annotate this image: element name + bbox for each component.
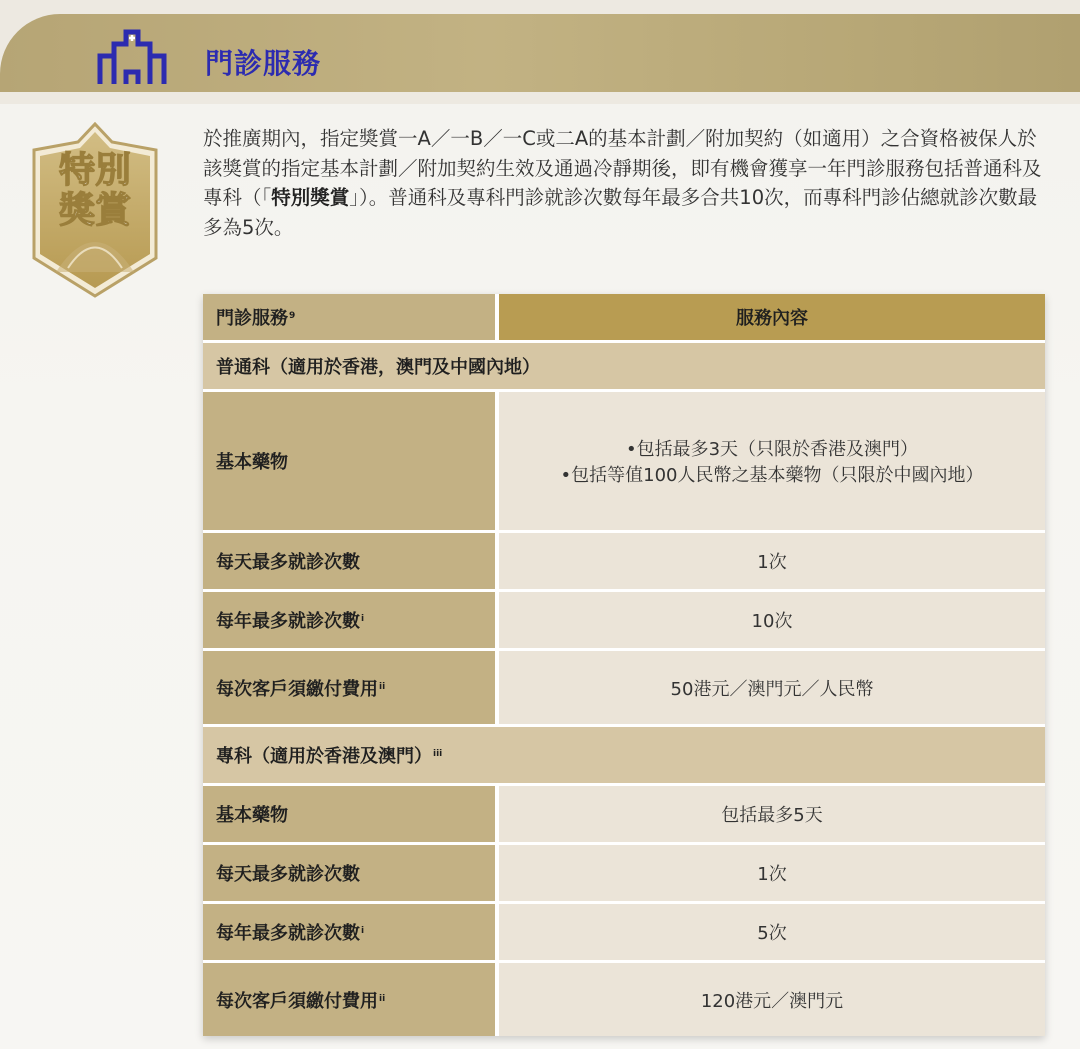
table-row bbox=[203, 960, 1045, 1036]
row-value: 120港元／澳門元 bbox=[495, 960, 1045, 1036]
badge-line2: 獎賞 bbox=[58, 190, 132, 231]
section-title-specialist: 專科（適用於香港及澳門）$^{iii}$ bbox=[203, 724, 1045, 783]
row-label: 每天最多就診次數 bbox=[203, 842, 495, 901]
row-label: 基本藥物 bbox=[203, 389, 495, 530]
row-value: 1次 bbox=[495, 842, 1045, 901]
intro-text-2: 」）。普通科及專科門診就診次數每年最多合共10次，而專科門診佔總就診次數最多為5次。 bbox=[203, 186, 1038, 239]
intro-paragraph bbox=[203, 124, 1055, 242]
row-label: 每次客戶須繳付費用$^{ii}$ bbox=[203, 648, 495, 724]
table-row bbox=[203, 530, 1045, 589]
page-title: 門診服務 bbox=[205, 47, 322, 80]
table-row bbox=[203, 842, 1045, 901]
table-row bbox=[203, 589, 1045, 648]
intro-text-1: 於推廣期內，指定獎賞一A／一B／一C或二A的基本計劃／附加契約（如適用）之合資格被保人於該獎賞的指定基本計劃／附加契約生效及通過冷靜期後，即有機會獲享一年門診服務包括普通科及專科（「 bbox=[203, 127, 1042, 209]
row-value: •包括最多3天（只限於香港及澳門） •包括等值100人民幣之基本藥物（只限於中國內地） bbox=[495, 389, 1045, 530]
outpatient-services-table bbox=[203, 294, 1045, 1036]
table-row bbox=[203, 783, 1045, 842]
table-row bbox=[203, 901, 1045, 960]
intro-bold-term: 特別獎賞 bbox=[271, 186, 350, 209]
section-row-general bbox=[203, 340, 1045, 389]
hospital-building-icon bbox=[96, 28, 182, 84]
column-header-content: 服務內容 bbox=[495, 294, 1045, 340]
section-title-general: 普通科（適用於香港，澳門及中國內地） bbox=[203, 340, 1045, 389]
column-header-service: 門診服務$^9$ bbox=[203, 294, 495, 340]
row-value: 1次 bbox=[495, 530, 1045, 589]
clinic-badge-icon bbox=[28, 122, 162, 298]
row-label: 每年最多就診次數$^i$ bbox=[203, 589, 495, 648]
table-header-row bbox=[203, 294, 1045, 340]
row-label: 每天最多就診次數 bbox=[203, 530, 495, 589]
row-value: 包括最多5天 bbox=[495, 783, 1045, 842]
row-label: 每年最多就診次數$^i$ bbox=[203, 901, 495, 960]
row-value: 50港元／澳門元／人民幣 bbox=[495, 648, 1045, 724]
row-value: 10次 bbox=[495, 589, 1045, 648]
row-label: 每次客戶須繳付費用$^{ii}$ bbox=[203, 960, 495, 1036]
table-row bbox=[203, 648, 1045, 724]
row-value: 5次 bbox=[495, 901, 1045, 960]
row-label: 基本藥物 bbox=[203, 783, 495, 842]
table-row bbox=[203, 389, 1045, 530]
badge-line1: 特別 bbox=[58, 150, 132, 191]
section-row-specialist bbox=[203, 724, 1045, 783]
